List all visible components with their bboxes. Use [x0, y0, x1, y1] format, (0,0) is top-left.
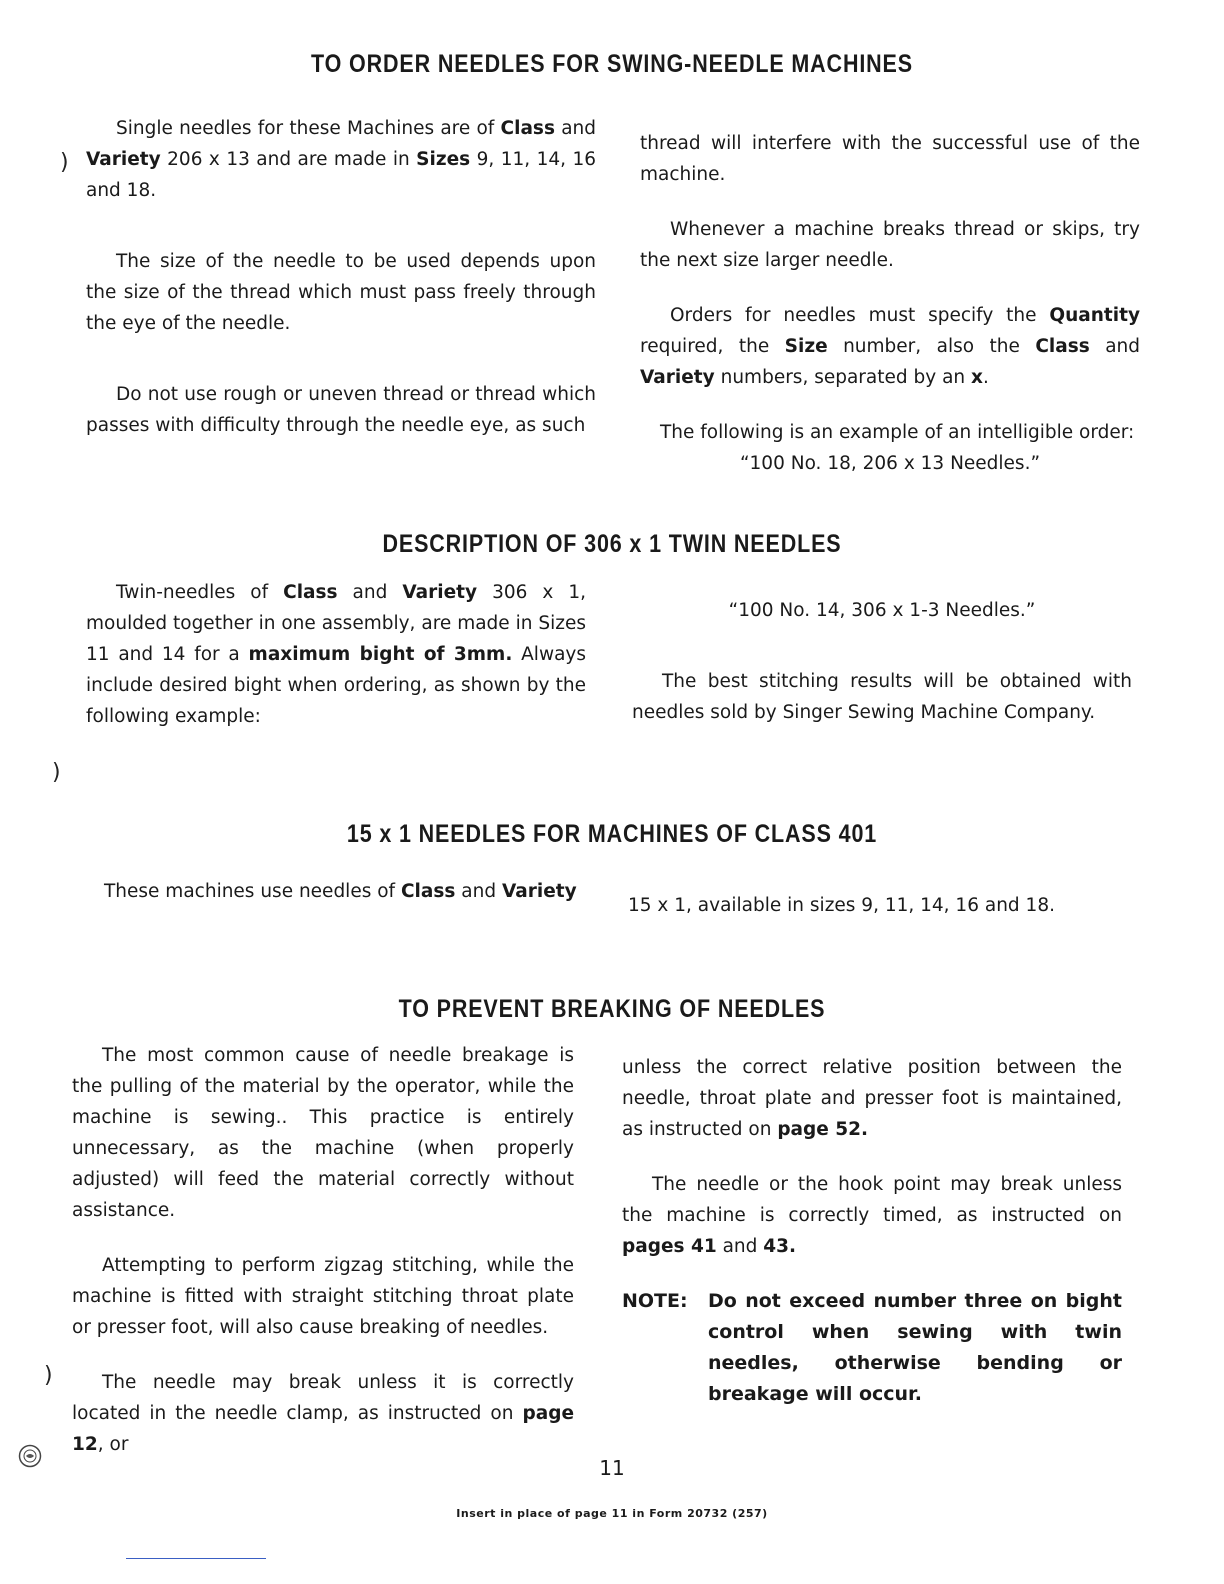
- note-label: NOTE:: [622, 1290, 688, 1312]
- s4-left-paragraph-3: The needle may break unless it is correctly located in the needle clamp, as instructed on page 12, or: [72, 1372, 574, 1455]
- s4-right-paragraph-2: The needle or the hook point may break unless the machine is correctly timed, as instructed on pages 41 and 43.: [622, 1174, 1122, 1257]
- s1-right-paragraph-3: Orders for needles must specify the Quantity required, the Size number, also the Class and Variety numbers, separated by an x.: [640, 305, 1141, 388]
- s2-left-column: [86, 577, 586, 756]
- margin-mark: ): [44, 1363, 53, 1388]
- s4-right-paragraph-1: unless the correct relative position between the needle, throat plate and presser foot is maintained, as instructed on page 52.: [622, 1057, 1122, 1140]
- s1-right-paragraph-4: The following is an example of an intelligible order:: [660, 422, 1135, 443]
- margin-mark: ): [60, 150, 69, 175]
- s1-right-paragraph-1: thread will interfere with the successful use of the machine.: [640, 133, 1140, 185]
- page-number: 11: [599, 1456, 625, 1480]
- note-text: Do not exceed number three on bight control when sewing with twin needles, otherwise bending or breakage will occur.: [708, 1290, 1122, 1405]
- s2-right-paragraph: The best stitching results will be obtained with needles sold by Singer Sewing Machine Company.: [632, 671, 1132, 723]
- heading-order-needles: TO ORDER NEEDLES FOR SWING-NEEDLE MACHINES: [311, 50, 913, 78]
- footer-note: Insert in place of page 11 in Form 20732 (257): [456, 1507, 768, 1520]
- bottom-rule: [126, 1558, 266, 1559]
- s4-left-paragraph-1: The most common cause of needle breakage is the pulling of the material by the operator, while the machine is sewing.. This practice is entirely unnecessary, as the machine (when properly adjusted) will feed the material correctly without assistance.: [72, 1045, 574, 1221]
- s3-right-text: 15 x 1, available in sizes 9, 11, 14, 16 and 18.: [628, 895, 1055, 916]
- s2-right-column: [632, 595, 1132, 752]
- note-block: [622, 1286, 1122, 1410]
- s4-right-column: [622, 1052, 1122, 1410]
- s4-left-column: [72, 1040, 574, 1484]
- s3-right-column: [628, 890, 1128, 945]
- s3-left-text: These machines use needles of Class and Variety: [104, 881, 577, 902]
- s4-left-paragraph-2: Attempting to perform zigzag stitching, while the machine is fitted with straight stitching throat plate or presser foot, will also cause breaking of needles.: [72, 1255, 574, 1338]
- s1-left-column: [86, 113, 596, 465]
- s1-right-column: [640, 128, 1140, 503]
- heading-prevent-breaking: TO PREVENT BREAKING OF NEEDLES: [398, 995, 826, 1023]
- s3-left-column: [104, 876, 594, 931]
- s1-left-paragraph-1: Single needles for these Machines are of Class and Variety 206 x 13 and are made in Sizes 9, 11, 14, 16 and 18.: [86, 118, 597, 201]
- heading-class-401-needles: 15 x 1 NEEDLES FOR MACHINES OF CLASS 401: [346, 820, 878, 848]
- s1-right-paragraph-2: Whenever a machine breaks thread or skips, try the next size larger needle.: [640, 219, 1140, 271]
- twin-needle-order-example: “100 No. 14, 306 x 1-3 Needles.”: [728, 600, 1036, 621]
- heading-twin-needles: DESCRIPTION OF 306 x 1 TWIN NEEDLES: [382, 530, 842, 558]
- order-example: “100 No. 18, 206 x 13 Needles.”: [739, 453, 1041, 474]
- s1-left-paragraph-2: The size of the needle to be used depends upon the size of the thread which must pass freely through the eye of the needle.: [86, 251, 596, 334]
- s1-left-paragraph-3: Do not use rough or uneven thread or thread which passes with difficulty through the needle eye, as such: [86, 384, 596, 436]
- s2-left-paragraph: Twin-needles of Class and Variety 306 x 1, moulded together in one assembly, are made in Sizes 11 and 14 for a maximum bight of 3mm. Always include desired bight when ordering, as shown by the following example:: [86, 582, 586, 727]
- margin-mark: ): [52, 760, 61, 785]
